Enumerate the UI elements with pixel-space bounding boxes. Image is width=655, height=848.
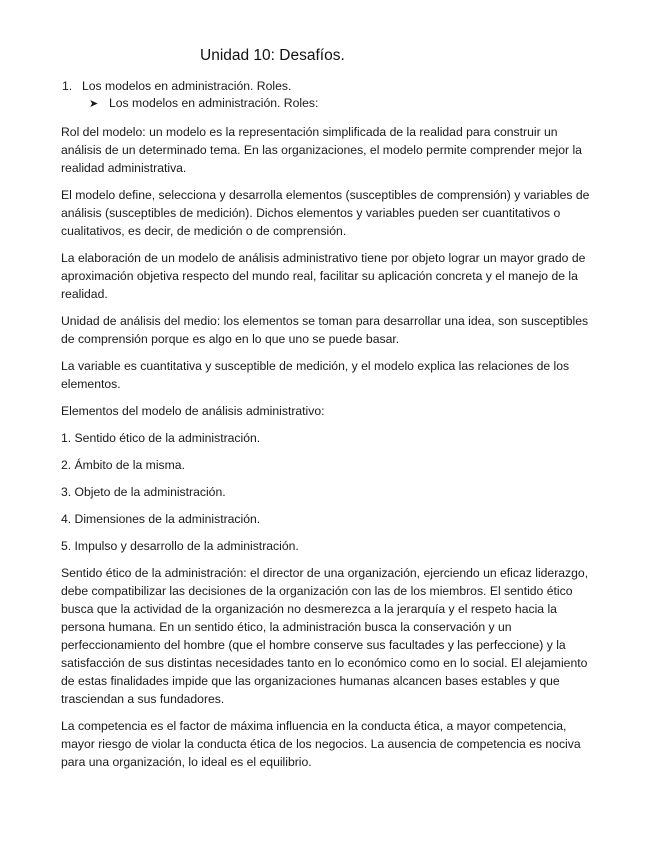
paragraph-competencia: La competencia es el factor de máxima influencia en la conducta ética, a mayor competencia, mayor riesgo de violar la conducta ética de los negocios. La ausencia de competencia es nociva para una organización, lo ideal es el equilibrio. (61, 719, 581, 769)
paragraph-elaboracion: La elaboración de un modelo de análisis administrativo tiene por objeto lograr un mayor grado de aproximación objetiva respecto del mundo real, facilitar su aplicación concreta y el manejo de la realidad. (61, 251, 586, 301)
bullet-label: Los modelos en administración. Roles: (109, 96, 319, 110)
paragraph-modelo-define: El modelo define, selecciona y desarrolla elementos (susceptibles de comprensión) y variables de análisis (susceptibles de medición). Dichos elementos y variables pueden ser cuantitativos o cualitativos, es decir, de medición o de comprensión. (61, 188, 590, 238)
section-label: Los modelos en administración. Roles. (82, 79, 292, 93)
list-item: 1. Sentido ético de la administración. (61, 431, 261, 445)
paragraph-unidad-analisis: Unidad de análisis del medio: los elementos se toman para desarrollar una idea, son susceptibles de comprensión porque es algo en lo que uno se puede basar. (61, 314, 589, 346)
list-item: 2. Ámbito de la misma. (61, 458, 185, 472)
paragraph-rol-del-modelo: Rol del modelo: un modelo es la representación simplificada de la realidad para construir un análisis de un determinado tema. En las organizaciones, el modelo permite comprender mejor la realidad administrativa. (61, 125, 582, 175)
paragraph-sentido-etico: Sentido ético de la administración: el director de una organización, ejerciendo un eficaz liderazgo, debe compatibilizar las decisiones de la organización con las de los miembros. El sentido ético busca que la actividad de la organización no desmerezca a la jerarquía y el respeto hacia la persona humana. En un sentido ético, la administración busca la conservación y un perfeccionamiento del hombre (que el hombre conserve sus facultades y las perfeccione) y la satisfacción de sus distintas necesidades tanto en lo económico como en lo social. El alejamiento de estas finalidades impide que las organizaciones humanas alcancen bases estables y que trasciendan a sus fundadores. (61, 566, 589, 706)
list-item: 5. Impulso y desarrollo de la administración. (61, 539, 299, 553)
document-title: Unidad 10: Desafíos. (200, 47, 345, 64)
section-number: 1. (62, 79, 73, 93)
section-heading (62, 79, 291, 93)
list-item: 4. Dimensiones de la administración. (61, 512, 261, 526)
list-item: 3. Objeto de la administración. (61, 485, 226, 499)
arrow-bullet-icon: ➤ (89, 98, 99, 110)
document-body (61, 123, 599, 780)
paragraph-variable: La variable es cuantitativa y susceptible de medición, y el modelo explica las relaciones de los elementos. (61, 359, 570, 391)
paragraph-elementos-intro: Elementos del modelo de análisis administrativo: (61, 404, 325, 418)
section-bullet (89, 96, 318, 110)
